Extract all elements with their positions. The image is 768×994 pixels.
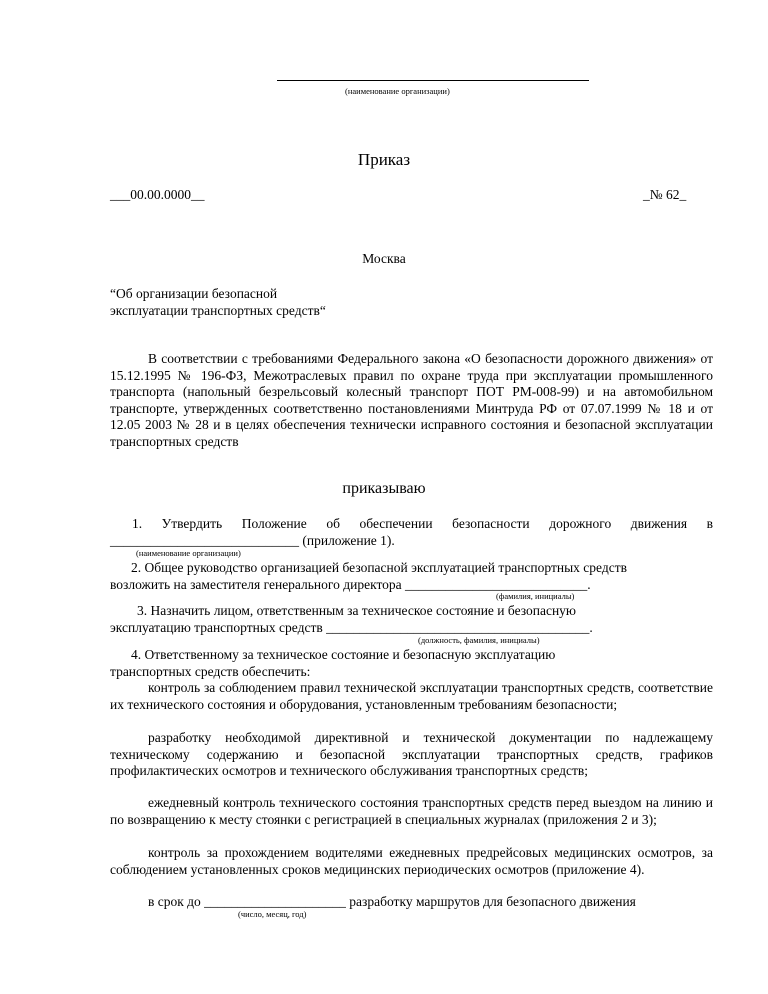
item-2-line-2: возложить на заместителя генерального директора ___________________________. xyxy=(110,577,591,592)
item-4-sub-5-caption: (число, месяц, год) xyxy=(238,909,307,919)
item-4-sub-3: ежедневный контроль технического состояния транспортных средств перед выездом на линию и по возвращению к месту стоянки с регистрацией в специальных журналах (приложения 2 и 3); xyxy=(110,795,713,827)
item-3-caption: (должность, фамилия, инициалы) xyxy=(418,635,540,645)
item-1-line-2: ____________________________ (приложение 1). xyxy=(110,533,395,548)
item-4-line-2: транспортных средств обеспечить: xyxy=(110,664,311,679)
item-4-sub-5: в срок до _____________________ разработку маршрутов для безопасного движения xyxy=(148,894,636,909)
item-4-sub-2: разработку необходимой директивной и технической документации по надлежащему техническому содержанию и безопасной эксплуатации транспортных средств, графиков профилактических осмотров и технического обслуживания транспортных средств; xyxy=(110,730,713,779)
item-2-line-1: 2. Общее руководство организацией безопасной эксплуатацией транспортных средств xyxy=(131,560,627,575)
item-3-line-2: эксплуатацию транспортных средств _______________________________________. xyxy=(110,620,593,635)
item-1-caption: (наименование организации) xyxy=(136,548,241,558)
order-word: приказываю xyxy=(342,480,426,497)
order-subject: “Об организации безопасной эксплуатации транспортных средств“ xyxy=(110,286,326,318)
organization-name-line xyxy=(277,80,589,81)
item-2-caption: (фамилия, инициалы) xyxy=(496,591,575,601)
item-4-sub-1: контроль за соблюдением правил технической эксплуатации транспортных средств, соответствие их технического состояния и оборудования, установленным требованиям безопасности; xyxy=(110,680,713,712)
order-number: _№ 62_ xyxy=(643,187,687,202)
item-4-sub-4: контроль за прохождением водителями ежедневных предрейсовых медицинских осмотров, за соблюдением установленных сроков медицинских периодических осмотров (приложение 4). xyxy=(110,845,713,877)
item-1-line-1: 1. Утвердить Положение об обеспечении безопасности дорожного движения в xyxy=(132,516,713,531)
document-title: Приказ xyxy=(357,150,411,169)
item-4-line-1: 4. Ответственному за техническое состояние и безопасную эксплуатацию xyxy=(131,647,556,662)
item-3-line-1: 3. Назначить лицом, ответственным за техническое состояние и безопасную xyxy=(137,603,577,618)
preamble-paragraph: В соответствии с требованиями Федерального закона «О безопасности дорожного движения» от 15.12.1995 № 196-ФЗ, Межотраслевых правил по охране труда при эксплуатации промышленного транспорта (напольный безрельсовый колесный транспорт ПОТ РМ-008-99) и на автомобильном транспорте, утвержденных соответственно постановлениями Минтруда РФ от 07.07.1999 № 18 и от 12.05 2003 № 28 и в целях обеспечения технически исправного состояния и безопасной эксплуатации транспортных средств xyxy=(110,351,713,449)
order-date: ___00.00.0000__ xyxy=(110,187,205,202)
order-city: Москва xyxy=(362,251,406,266)
organization-caption: (наименование организации) xyxy=(345,86,450,96)
